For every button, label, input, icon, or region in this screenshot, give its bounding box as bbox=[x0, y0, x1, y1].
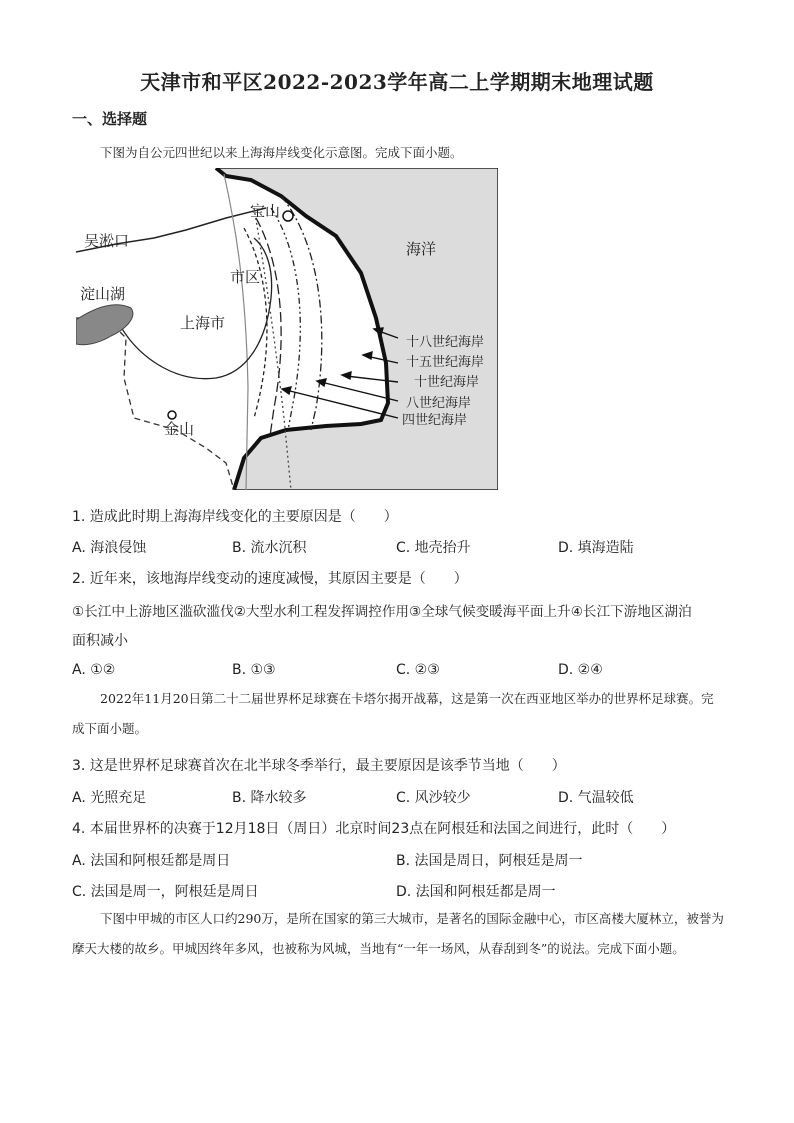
label-ocean: 海洋 bbox=[406, 240, 437, 258]
q4-option-b: B. 法国是周日，阿根廷是周一 bbox=[396, 853, 583, 869]
coastline-map bbox=[76, 168, 498, 490]
q3-option-a: A. 光照充足 bbox=[72, 790, 147, 806]
q2-option-a: A. ①② bbox=[72, 662, 116, 678]
label-c15: 十五世纪海岸 bbox=[406, 355, 485, 370]
label-c8: 八世纪海岸 bbox=[406, 396, 472, 411]
q4-option-d: D. 法国和阿根廷都是周一 bbox=[396, 884, 556, 900]
q2-option-d: D. ②④ bbox=[558, 662, 603, 678]
passage-windy-city: 下图中甲城的市区人口约290万，是所在国家的第三大城市，是著名的国际金融中心，市区高楼大厦林立，被誉为摩天大楼的故乡。甲城因终年多风，也被称为风城，当地有“一年一场风，从春刮到冬”的说法。完成下面小题。 bbox=[72, 911, 724, 956]
label-dianshanhu: 淀山湖 bbox=[80, 285, 126, 303]
question-4-stem: 4. 本届世界杯的决赛于12月18日（周日）北京时间23点在阿根廷和法国之间进行，此时（ ） bbox=[72, 821, 676, 837]
q2-option-c: C. ②③ bbox=[396, 662, 440, 678]
label-c4: 四世纪海岸 bbox=[402, 413, 468, 428]
q1-option-c: C. 地壳抬升 bbox=[396, 540, 471, 556]
label-shanghai: 上海市 bbox=[180, 314, 226, 332]
label-wusongkou: 吴淞口 bbox=[84, 232, 130, 250]
label-jinshan: 金山 bbox=[164, 420, 195, 438]
section-heading: 一、选择题 bbox=[72, 110, 148, 128]
q2-option-b: B. ①③ bbox=[232, 662, 276, 678]
exam-title: 天津市和平区2022-2023学年高二上学期期末地理试题 bbox=[140, 70, 654, 94]
label-shiqu: 市区 bbox=[230, 268, 261, 286]
question-2-stem: 2. 近年来，该地海岸线变动的速度减慢，其原因主要是（ ） bbox=[72, 571, 468, 587]
q3-option-c: C. 风沙较少 bbox=[396, 790, 471, 806]
baoshan-marker bbox=[283, 211, 293, 221]
q1-option-a: A. 海浪侵蚀 bbox=[72, 540, 147, 556]
jinshan-marker bbox=[168, 411, 176, 419]
q1-option-d: D. 填海造陆 bbox=[558, 540, 634, 556]
question-3-stem: 3. 这是世界杯足球赛首次在北半球冬季举行，最主要原因是该季节当地（ ） bbox=[72, 758, 566, 774]
label-baoshan: 宝山 bbox=[250, 202, 281, 220]
passage-world-cup: 2022年11月20日第二十二届世界杯足球赛在卡塔尔揭开战幕，这是第一次在西亚地区举办的世界杯足球赛。完成下面小题。 bbox=[72, 691, 714, 736]
question-1-stem: 1. 造成此时期上海海岸线变化的主要原因是（ ） bbox=[72, 509, 398, 525]
q4-option-c: C. 法国是周一，阿根廷是周日 bbox=[72, 884, 259, 900]
label-c18: 十八世纪海岸 bbox=[406, 335, 485, 350]
q4-option-a: A. 法国和阿根廷都是周日 bbox=[72, 853, 231, 869]
q3-option-b: B. 降水较多 bbox=[232, 790, 307, 806]
question-2-statements: ①长江中上游地区滥砍滥伐②大型水利工程发挥调控作用③全球气候变暖海平面上升④长江下游地区湖泊 bbox=[72, 604, 692, 620]
q3-option-d: D. 气温较低 bbox=[558, 790, 634, 806]
intro-text-map: 下图为自公元四世纪以来上海海岸线变化示意图。完成下面小题。 bbox=[100, 145, 463, 160]
label-c10: 十世纪海岸 bbox=[414, 375, 480, 390]
question-2-statements-cont: 面积减小 bbox=[72, 633, 128, 649]
q1-option-b: B. 流水沉积 bbox=[232, 540, 307, 556]
